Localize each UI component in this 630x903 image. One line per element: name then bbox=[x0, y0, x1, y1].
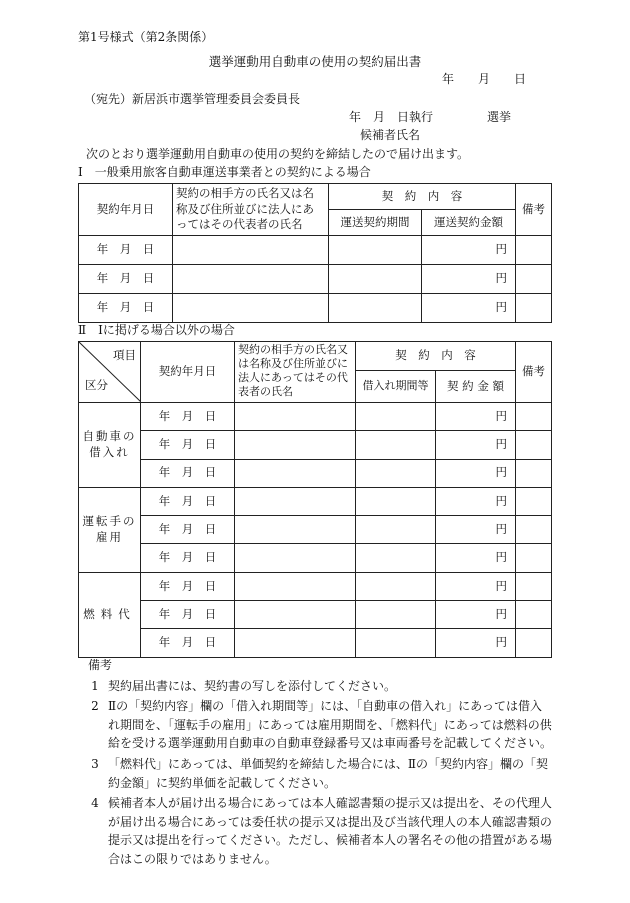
s2-header-remarks: 備考 bbox=[516, 342, 552, 403]
document-title: 選挙運動用自動車の使用の契約届出書 bbox=[208, 54, 422, 69]
table-row bbox=[79, 601, 552, 629]
contract-date-cell[interactable]: 年 月 日 bbox=[79, 236, 173, 265]
s2-header-period: 借入れ期間等 bbox=[356, 371, 436, 403]
party-cell[interactable] bbox=[173, 294, 329, 323]
s2-header-date: 契約年月日 bbox=[141, 342, 235, 403]
remarks-cell[interactable] bbox=[516, 265, 552, 294]
table-row bbox=[79, 459, 552, 487]
addressee: （宛先）新居浜市選挙管理委員会委員長 bbox=[84, 92, 301, 106]
party-cell[interactable] bbox=[235, 572, 356, 600]
table-row bbox=[79, 265, 552, 294]
note-text: 候補者本人が届け出る場合にあっては本人確認書類の提示又は提出を、その代理人が届け出る場合にあっては委任状の提示又は提出及び当該代理人の本人確認書類の提示又は提出を行ってください。ただし、候補者本人の署名その他の措置がある場合はこの限りではありません。 bbox=[108, 796, 553, 866]
category-driver-hire: 運転手の雇用 bbox=[79, 487, 141, 572]
contract-date-cell[interactable]: 年 月 日 bbox=[141, 629, 235, 657]
party-cell[interactable] bbox=[235, 629, 356, 657]
amount-cell[interactable]: 円 bbox=[436, 459, 516, 487]
amount-cell[interactable]: 円 bbox=[436, 487, 516, 515]
amount-cell[interactable]: 円 bbox=[436, 601, 516, 629]
table-row bbox=[79, 236, 552, 265]
election-suffix: 選挙 bbox=[487, 110, 512, 124]
period-cell[interactable] bbox=[356, 516, 436, 544]
s2-header-item: 項目 bbox=[113, 348, 136, 362]
table-row bbox=[79, 544, 552, 572]
note-text: 「燃料代」にあっては、単価契約を締結した場合には、Ⅱの「契約内容」欄の「契約金額」に契約単価を記載してください。 bbox=[108, 756, 549, 790]
period-cell[interactable] bbox=[329, 236, 422, 265]
section1-heading: Ⅰ 一般乗用旅客自動車運送事業者との契約による場合 bbox=[78, 165, 371, 179]
period-cell[interactable] bbox=[329, 294, 422, 323]
amount-cell[interactable]: 円 bbox=[436, 431, 516, 459]
note-number: 4 bbox=[91, 796, 99, 811]
period-cell[interactable] bbox=[356, 544, 436, 572]
contract-date-cell[interactable]: 年 月 日 bbox=[141, 544, 235, 572]
contract-date-cell[interactable]: 年 月 日 bbox=[141, 431, 235, 459]
contract-date-cell[interactable]: 年 月 日 bbox=[79, 265, 173, 294]
party-cell[interactable] bbox=[235, 459, 356, 487]
period-cell[interactable] bbox=[356, 601, 436, 629]
notes-section bbox=[82, 656, 552, 869]
s1-header-date: 契約年月日 bbox=[79, 184, 173, 236]
amount-cell[interactable]: 円 bbox=[436, 403, 516, 431]
amount-cell[interactable]: 円 bbox=[436, 629, 516, 657]
s2-header-diagonal bbox=[79, 342, 141, 403]
period-cell[interactable] bbox=[356, 459, 436, 487]
note-item bbox=[82, 677, 552, 696]
candidate-name-label: 候補者氏名 bbox=[360, 128, 421, 142]
remarks-cell[interactable] bbox=[516, 294, 552, 323]
contract-date-cell[interactable]: 年 月 日 bbox=[141, 487, 235, 515]
s1-header-remarks: 備考 bbox=[516, 184, 552, 236]
s1-header-amount: 運送契約金額 bbox=[422, 210, 516, 236]
table-row bbox=[79, 487, 552, 515]
remarks-cell[interactable] bbox=[516, 236, 552, 265]
form-label: 第1号様式（第2条関係） bbox=[78, 30, 214, 44]
amount-cell[interactable]: 円 bbox=[436, 572, 516, 600]
amount-cell[interactable]: 円 bbox=[436, 516, 516, 544]
notes-title: 備考 bbox=[88, 658, 113, 672]
period-cell[interactable] bbox=[356, 487, 436, 515]
s2-header-contract: 契 約 内 容 bbox=[356, 342, 516, 371]
party-cell[interactable] bbox=[173, 265, 329, 294]
party-cell[interactable] bbox=[235, 431, 356, 459]
section2-heading: Ⅱ Ⅰに掲げる場合以外の場合 bbox=[78, 323, 235, 337]
note-number: 2 bbox=[91, 699, 99, 714]
table-row bbox=[79, 572, 552, 600]
remarks-cell[interactable] bbox=[516, 629, 552, 657]
table-row bbox=[79, 403, 552, 431]
table-row bbox=[79, 629, 552, 657]
party-cell[interactable] bbox=[235, 601, 356, 629]
section1-table bbox=[78, 183, 552, 323]
period-cell[interactable] bbox=[356, 403, 436, 431]
s1-header-contract: 契 約 内 容 bbox=[329, 184, 516, 210]
submission-date: 年 月 日 bbox=[442, 72, 527, 86]
note-item bbox=[82, 794, 552, 868]
remarks-cell[interactable] bbox=[516, 544, 552, 572]
contract-date-cell[interactable]: 年 月 日 bbox=[141, 572, 235, 600]
amount-cell[interactable]: 円 bbox=[422, 294, 516, 323]
remarks-cell[interactable] bbox=[516, 572, 552, 600]
contract-date-cell[interactable]: 年 月 日 bbox=[141, 459, 235, 487]
table-row bbox=[79, 431, 552, 459]
remarks-cell[interactable] bbox=[516, 516, 552, 544]
contract-date-cell[interactable]: 年 月 日 bbox=[141, 403, 235, 431]
s1-header-period: 運送契約期間 bbox=[329, 210, 422, 236]
remarks-cell[interactable] bbox=[516, 431, 552, 459]
period-cell[interactable] bbox=[356, 572, 436, 600]
election-date: 年 月 日執行 bbox=[349, 110, 434, 124]
amount-cell[interactable]: 円 bbox=[422, 236, 516, 265]
note-item bbox=[82, 697, 552, 753]
party-cell[interactable] bbox=[235, 544, 356, 572]
amount-cell[interactable]: 円 bbox=[436, 544, 516, 572]
s2-header-category: 区分 bbox=[85, 378, 108, 393]
amount-cell[interactable]: 円 bbox=[422, 265, 516, 294]
s1-header-party: 契約の相手方の氏名又は名称及び住所並びに法人にあってはその代表者の氏名 bbox=[173, 184, 329, 236]
period-cell[interactable] bbox=[356, 431, 436, 459]
party-cell[interactable] bbox=[173, 236, 329, 265]
category-vehicle-rental: 自動車の借入れ bbox=[79, 403, 141, 488]
s2-header-amount: 契 約 金 額 bbox=[436, 371, 516, 403]
note-number: 1 bbox=[91, 678, 99, 693]
remarks-cell[interactable] bbox=[516, 601, 552, 629]
note-text: Ⅱの「契約内容」欄の「借入れ期間等」には、「自動車の借入れ」にあっては借入れ期間を、「運転手の雇用」にあっては雇用期間を、「燃料代」にあっては燃料の供給を受ける選挙運動用自動車の自動車登録番号又は車両番号を記載してください。 bbox=[108, 699, 553, 751]
note-number: 3 bbox=[91, 756, 99, 771]
remarks-cell[interactable] bbox=[516, 459, 552, 487]
contract-date-cell[interactable]: 年 月 日 bbox=[141, 601, 235, 629]
contract-date-cell[interactable]: 年 月 日 bbox=[141, 516, 235, 544]
s2-header-party: 契約の相手方の氏名又は名称及び住所並びに法人にあってはその代表者の氏名 bbox=[235, 342, 356, 403]
remarks-cell[interactable] bbox=[516, 487, 552, 515]
intro-text: 次のとおり選挙運動用自動車の使用の契約を締結したので届け出ます。 bbox=[86, 147, 470, 161]
note-item bbox=[82, 755, 552, 792]
table-row bbox=[79, 294, 552, 323]
period-cell[interactable] bbox=[356, 629, 436, 657]
remarks-cell[interactable] bbox=[516, 403, 552, 431]
party-cell[interactable] bbox=[235, 403, 356, 431]
category-fuel: 燃料代 bbox=[79, 572, 141, 657]
contract-date-cell[interactable]: 年 月 日 bbox=[79, 294, 173, 323]
party-cell[interactable] bbox=[235, 516, 356, 544]
section2-table bbox=[78, 341, 552, 658]
party-cell[interactable] bbox=[235, 487, 356, 515]
period-cell[interactable] bbox=[329, 265, 422, 294]
table-row bbox=[79, 516, 552, 544]
note-text: 契約届出書には、契約書の写しを添付してください。 bbox=[108, 678, 397, 693]
